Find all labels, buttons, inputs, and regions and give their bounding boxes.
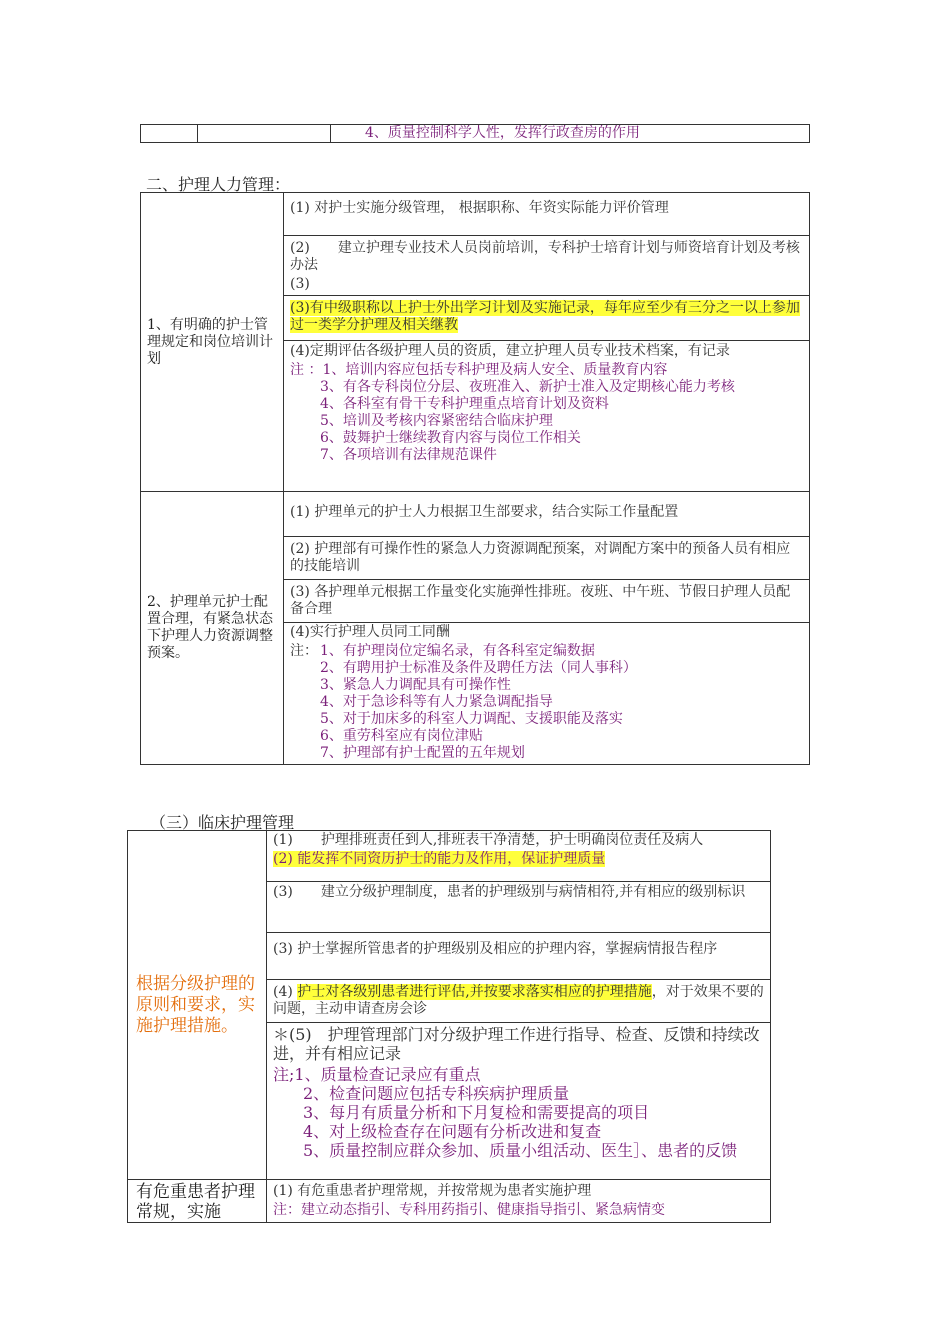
s2-g1-note-6: 6、鼓舞护士继续教育内容与岗位工作相关 (320, 430, 581, 446)
s2-g1-item4-wrap (284, 296, 809, 336)
top-row-text: 4、质量控制科学人性，发挥行政查房的作用 (365, 125, 640, 141)
s3-g1-item4-highlight: 护士对各级别患者进行评估,并按要求落实相应的护理措施 (297, 984, 652, 1000)
top-cell-2 (198, 125, 331, 143)
s2-g1-note-5: 5、培训及考核内容紧密结合临床护理 (320, 413, 553, 429)
s2-g1-note-3: 3、有各专科岗位分层、夜班准入、新护士准入及定期核心能力考核 (320, 379, 735, 395)
s2-g1-item1-cell (284, 193, 810, 236)
s2-g1-item2: (2) 建立护理专业技术人员岗前培训，专科护士培育计划与师资培育计划及考核办法 (290, 240, 800, 273)
s2-g2-item1-cell (284, 492, 810, 537)
s2-group2-label-cell (141, 492, 284, 765)
s3-g1-item4 (267, 980, 770, 1020)
s2-g2-note-4: 4、对于急诊科等有人力紧急调配指导 (320, 694, 553, 710)
s3-group1-label-cell (128, 831, 267, 1180)
s3-g1-item1-cell (267, 831, 771, 882)
section2-table (140, 192, 810, 765)
s2-g2-notes-head: 注： (290, 643, 318, 659)
s3-g1-item2: (3) 建立分级护理制度，患者的护理级别与病情相符,并有相应的级别标识 (273, 884, 746, 900)
top-cell-3 (331, 125, 810, 143)
top-cell-1 (141, 125, 198, 143)
s2-g1-note-4: 4、各科室有骨干专科护理重点培育计划及资料 (320, 396, 609, 412)
s2-g1-item1: (1) 对护士实施分级管理， 根据职称、年资实际能力评价管理 (290, 200, 669, 216)
s2-group1-label: 1、有明确的护士管理规定和岗位培训计划 (147, 316, 273, 367)
s3-g1-item4-rest: ，对于效果不要的问题，主动申请查房会诊 (273, 984, 764, 1017)
s2-g1-item5: (4)定期评估各级护理人员的资质，建立护理人员专业技术档案，有记录 (290, 343, 730, 359)
s2-g1-note-1: 注 ：1、培训内容应包括专科护理及病人安全、质量教育内容 (290, 362, 668, 378)
s3-g1-item3: (3) 护士掌握所管患者的护理级别及相应的护理内容，掌握病情报告程序 (273, 941, 718, 957)
s3-g2-note: 注：建立动态指引、专科用药指引、健康指导指引、紧急病情变 (273, 1202, 665, 1218)
s3-g1-item3-cell (267, 933, 771, 980)
s2-g2-note-7: 7、护理部有护士配置的五年规划 (320, 745, 525, 761)
s3-g1-note-2: 2、检查问题应包括专科疾病护理质量 (303, 1084, 570, 1103)
s3-g1-note-1: 注;1、质量检查记录应有重点 (273, 1065, 481, 1084)
s2-group2-label: 2、护理单元护士配置合理，有紧急状态下护理人力资源调整预案。 (147, 594, 273, 661)
s3-group2-label: 有危重患者护理常规，实施 (136, 1182, 255, 1222)
s3-g2-item1: (1) 有危重患者护理常规，并按常规为患者实施护理 (273, 1183, 592, 1199)
s3-g1-item5: ＊(5) 护理管理部门对分级护理工作进行指导、检查、反馈和持续改进，并有相应记录 (273, 1025, 760, 1063)
top-table (140, 124, 810, 143)
s2-g1-item4: (3)有中级职称以上护士外出学习计划及实施记录，每年应至少有三分之一以上参加过一类学分护理及相关继教 (290, 300, 800, 333)
s2-group1-label-cell (141, 193, 284, 492)
s3-g1-item4-cell (267, 980, 771, 1023)
s2-g2-item3-cell (284, 580, 810, 623)
s3-g1-item1a: (1) 护理排班责任到人,排班表干净清楚，护士明确岗位责任及病人 (273, 832, 704, 848)
s3-group1-label: 根据分级护理的原则和要求，实施护理措施。 (136, 973, 255, 1036)
s3-g1-item5-cell (267, 1023, 771, 1180)
s3-g1-item1b: (2) 能发挥不同资历护士的能力及作用，保证护理质量 (273, 851, 606, 867)
section3-table (127, 830, 771, 1223)
s2-g2-item2-cell (284, 537, 810, 580)
s2-g2-note-3: 3、紧急人力调配具有可操作性 (320, 677, 511, 693)
s2-g2-note-1: 1、有护理岗位定编名录，有各科室定编数据 (320, 643, 595, 659)
s2-g1-note-7: 7、各项培训有法律规范课件 (320, 447, 497, 463)
s2-g2-item3: (3) 各护理单元根据工作量变化实施弹性排班。夜班、中午班、节假日护理人员配备合理 (290, 584, 791, 617)
s2-g2-note-5: 5、对于加床多的科室人力调配、支援职能及落实 (320, 711, 623, 727)
s2-g1-notes (284, 362, 809, 466)
s2-g2-note-6: 6、重劳科室应有岗位津贴 (320, 728, 483, 744)
s3-g1-notes (267, 1065, 770, 1162)
s3-g1-item1b-wrap (267, 851, 770, 870)
s2-g2-note-2: 2、有聘用护士标准及条件及聘任方法（同人事科） (320, 660, 637, 676)
s3-g1-note-5: 5、质量控制应群众参加、质量小组活动、医生］、患者的反馈 (303, 1141, 738, 1160)
s3-g1-item4-prefix: (4) (273, 984, 298, 1000)
s2-g1-item4-cell (284, 296, 810, 341)
s3-g1-note-3: 3、每月有质量分析和下月复检和需要提高的项目 (303, 1103, 650, 1122)
section3-title: （三）临床护理管理 (150, 813, 295, 832)
s3-g1-note-4: 4、对上级检查存在问题有分析改进和复查 (303, 1122, 602, 1141)
s2-g1-item5-cell (284, 341, 810, 492)
s3-g2-item1-cell (267, 1180, 771, 1223)
s2-g2-item4: (4)实行护理人员同工同酬 (290, 624, 450, 640)
s2-g1-item2-cell (284, 236, 810, 296)
section2-title: 二、护理人力管理： (146, 175, 291, 194)
s2-g2-notes (284, 643, 809, 764)
s2-g2-item1: (1) 护理单元的护士人力根据卫生部要求，结合实际工作量配置 (290, 504, 679, 520)
s3-g1-item2-cell (267, 882, 771, 933)
s2-g2-item2: (2) 护理部有可操作性的紧急人力资源调配预案，对调配方案中的预备人员有相应的技能培训 (290, 541, 791, 574)
s2-g2-item4-cell (284, 623, 810, 765)
s2-g1-item3: (3) (290, 276, 310, 292)
s3-group2-label-cell (128, 1180, 267, 1223)
